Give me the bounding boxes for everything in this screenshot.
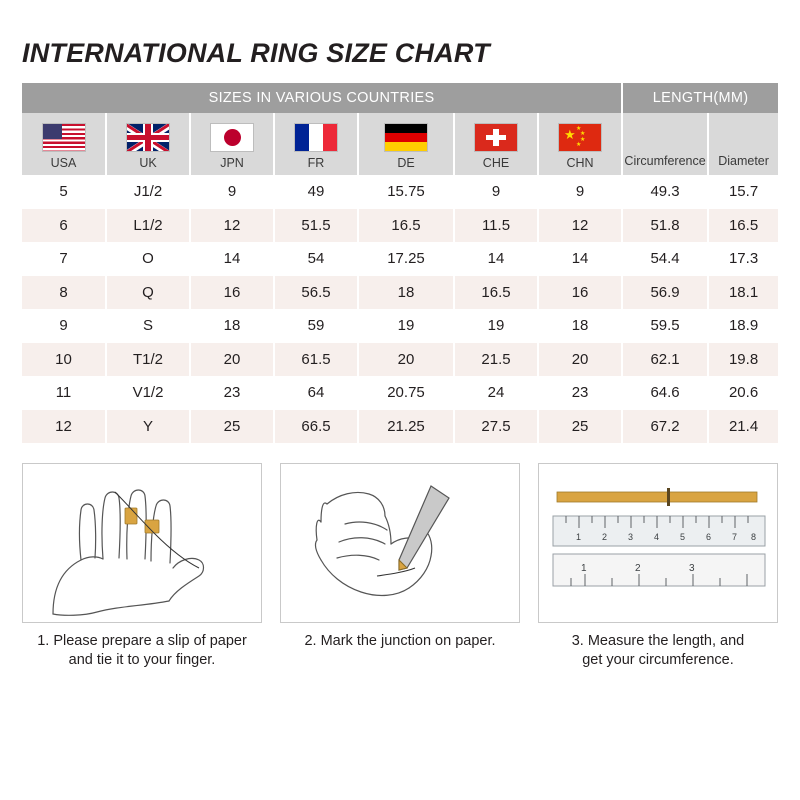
- cell-chn: 16: [538, 276, 622, 310]
- column-header-jpn: [190, 113, 274, 175]
- step-1-caption: [22, 623, 262, 670]
- cell-fr: 56.5: [274, 276, 358, 310]
- hand-with-paper-strip-illustration: [22, 463, 262, 623]
- column-header-circumference: Circumference: [622, 113, 708, 175]
- cell-che: 16.5: [454, 276, 538, 310]
- cell-circumference: 54.4: [622, 242, 708, 276]
- column-header-che: [454, 113, 538, 175]
- table-row: [22, 175, 778, 209]
- svg-text:7: 7: [732, 532, 738, 542]
- cell-uk: L1/2: [106, 209, 190, 243]
- cell-diameter: 18.1: [708, 276, 778, 310]
- svg-text:6: 6: [706, 532, 712, 542]
- cell-fr: 49: [274, 175, 358, 209]
- step-1-line1: 1. Please prepare a slip of paper: [37, 633, 247, 649]
- cell-uk: J1/2: [106, 175, 190, 209]
- usa-flag-icon: [42, 123, 86, 152]
- switzerland-flag-icon: [474, 123, 518, 152]
- table-row: [22, 276, 778, 310]
- cell-diameter: 19.8: [708, 343, 778, 377]
- cell-jpn: 12: [190, 209, 274, 243]
- svg-text:1: 1: [576, 532, 582, 542]
- cell-de: 18: [358, 276, 454, 310]
- svg-text:5: 5: [680, 532, 686, 542]
- column-code-de: DE: [397, 156, 415, 170]
- cell-usa: 8: [22, 276, 106, 310]
- cell-che: 9: [454, 175, 538, 209]
- cell-fr: 54: [274, 242, 358, 276]
- cell-de: 20: [358, 343, 454, 377]
- group-header-countries: SIZES IN VARIOUS COUNTRIES: [22, 83, 622, 113]
- cell-uk: O: [106, 242, 190, 276]
- column-header-uk: [106, 113, 190, 175]
- china-flag-icon: ★ ★ ★ ★ ★: [558, 123, 602, 152]
- measuring-steps: [22, 463, 778, 670]
- uk-flag-icon: [126, 123, 170, 152]
- table-row: [22, 309, 778, 343]
- svg-text:3: 3: [689, 563, 695, 574]
- cell-fr: 51.5: [274, 209, 358, 243]
- step-2-line1: 2. Mark the junction on paper.: [304, 633, 496, 649]
- table-flag-header-row: [22, 113, 778, 175]
- cell-fr: 61.5: [274, 343, 358, 377]
- cell-che: 24: [454, 376, 538, 410]
- svg-text:3: 3: [628, 532, 634, 542]
- column-code-che: CHE: [482, 156, 510, 170]
- step-3-line1: 3. Measure the length, and: [571, 633, 745, 649]
- cell-circumference: 59.5: [622, 309, 708, 343]
- cell-chn: 14: [538, 242, 622, 276]
- cell-usa: 10: [22, 343, 106, 377]
- cell-circumference: 64.6: [622, 376, 708, 410]
- table-body: [22, 175, 778, 443]
- svg-text:1: 1: [581, 563, 587, 574]
- cell-uk: Y: [106, 410, 190, 444]
- cell-jpn: 20: [190, 343, 274, 377]
- cell-che: 11.5: [454, 209, 538, 243]
- table-row: [22, 343, 778, 377]
- cell-fr: 64: [274, 376, 358, 410]
- germany-flag-icon: [384, 123, 428, 152]
- france-flag-icon: [294, 123, 338, 152]
- cell-che: 21.5: [454, 343, 538, 377]
- cell-de: 16.5: [358, 209, 454, 243]
- cell-che: 27.5: [454, 410, 538, 444]
- japan-flag-icon: [210, 123, 254, 152]
- cell-circumference: 49.3: [622, 175, 708, 209]
- step-1-line2: and tie it to your finger.: [68, 652, 216, 668]
- group-header-length: LENGTH(MM): [622, 83, 778, 113]
- cell-de: 21.25: [358, 410, 454, 444]
- step-3-caption: [538, 623, 778, 670]
- cell-circumference: 67.2: [622, 410, 708, 444]
- cell-diameter: 16.5: [708, 209, 778, 243]
- ruler-measuring-paper-strip-illustration: [538, 463, 778, 623]
- cell-chn: 18: [538, 309, 622, 343]
- cell-usa: 9: [22, 309, 106, 343]
- column-code-fr: FR: [307, 156, 325, 170]
- step-2-caption: [280, 623, 520, 651]
- hand-marking-paper-with-pen-illustration: [280, 463, 520, 623]
- ring-size-table: [22, 83, 778, 443]
- cell-uk: T1/2: [106, 343, 190, 377]
- cell-usa: 6: [22, 209, 106, 243]
- page-title: INTERNATIONAL RING SIZE CHART: [22, 38, 490, 68]
- cell-diameter: 20.6: [708, 376, 778, 410]
- table-row: [22, 242, 778, 276]
- cell-circumference: 51.8: [622, 209, 708, 243]
- cell-chn: 25: [538, 410, 622, 444]
- cell-de: 15.75: [358, 175, 454, 209]
- column-code-jpn: JPN: [220, 156, 244, 170]
- column-code-chn: CHN: [566, 156, 594, 170]
- step-3-line2: get your circumference.: [582, 652, 734, 668]
- cell-usa: 12: [22, 410, 106, 444]
- cell-che: 19: [454, 309, 538, 343]
- cell-jpn: 23: [190, 376, 274, 410]
- cell-jpn: 9: [190, 175, 274, 209]
- cell-uk: S: [106, 309, 190, 343]
- column-header-de: [358, 113, 454, 175]
- cell-jpn: 25: [190, 410, 274, 444]
- column-header-diameter: Diameter: [708, 113, 778, 175]
- cell-circumference: 62.1: [622, 343, 708, 377]
- cell-de: 20.75: [358, 376, 454, 410]
- cell-usa: 5: [22, 175, 106, 209]
- cell-chn: 12: [538, 209, 622, 243]
- step-3: [538, 463, 778, 670]
- cell-diameter: 17.3: [708, 242, 778, 276]
- cell-chn: 23: [538, 376, 622, 410]
- cell-jpn: 14: [190, 242, 274, 276]
- column-header-fr: [274, 113, 358, 175]
- cell-usa: 11: [22, 376, 106, 410]
- table-row: [22, 376, 778, 410]
- step-2: [280, 463, 520, 670]
- cell-de: 17.25: [358, 242, 454, 276]
- table-group-header-row: [22, 83, 778, 113]
- cell-uk: V1/2: [106, 376, 190, 410]
- column-code-usa: USA: [50, 156, 77, 170]
- cell-diameter: 21.4: [708, 410, 778, 444]
- table-row: [22, 410, 778, 444]
- cell-uk: Q: [106, 276, 190, 310]
- cell-che: 14: [454, 242, 538, 276]
- svg-text:4: 4: [654, 532, 660, 542]
- column-code-uk: UK: [139, 156, 157, 170]
- svg-text:2: 2: [635, 563, 641, 574]
- cell-fr: 66.5: [274, 410, 358, 444]
- cell-chn: 9: [538, 175, 622, 209]
- column-header-chn: [538, 113, 622, 175]
- svg-text:2: 2: [602, 532, 608, 542]
- step-1: [22, 463, 262, 670]
- cell-fr: 59: [274, 309, 358, 343]
- cell-diameter: 15.7: [708, 175, 778, 209]
- cell-usa: 7: [22, 242, 106, 276]
- cell-jpn: 18: [190, 309, 274, 343]
- column-header-usa: [22, 113, 106, 175]
- cell-chn: 20: [538, 343, 622, 377]
- cell-circumference: 56.9: [622, 276, 708, 310]
- cell-de: 19: [358, 309, 454, 343]
- svg-text:8: 8: [751, 532, 757, 542]
- cell-diameter: 18.9: [708, 309, 778, 343]
- table-row: [22, 209, 778, 243]
- cell-jpn: 16: [190, 276, 274, 310]
